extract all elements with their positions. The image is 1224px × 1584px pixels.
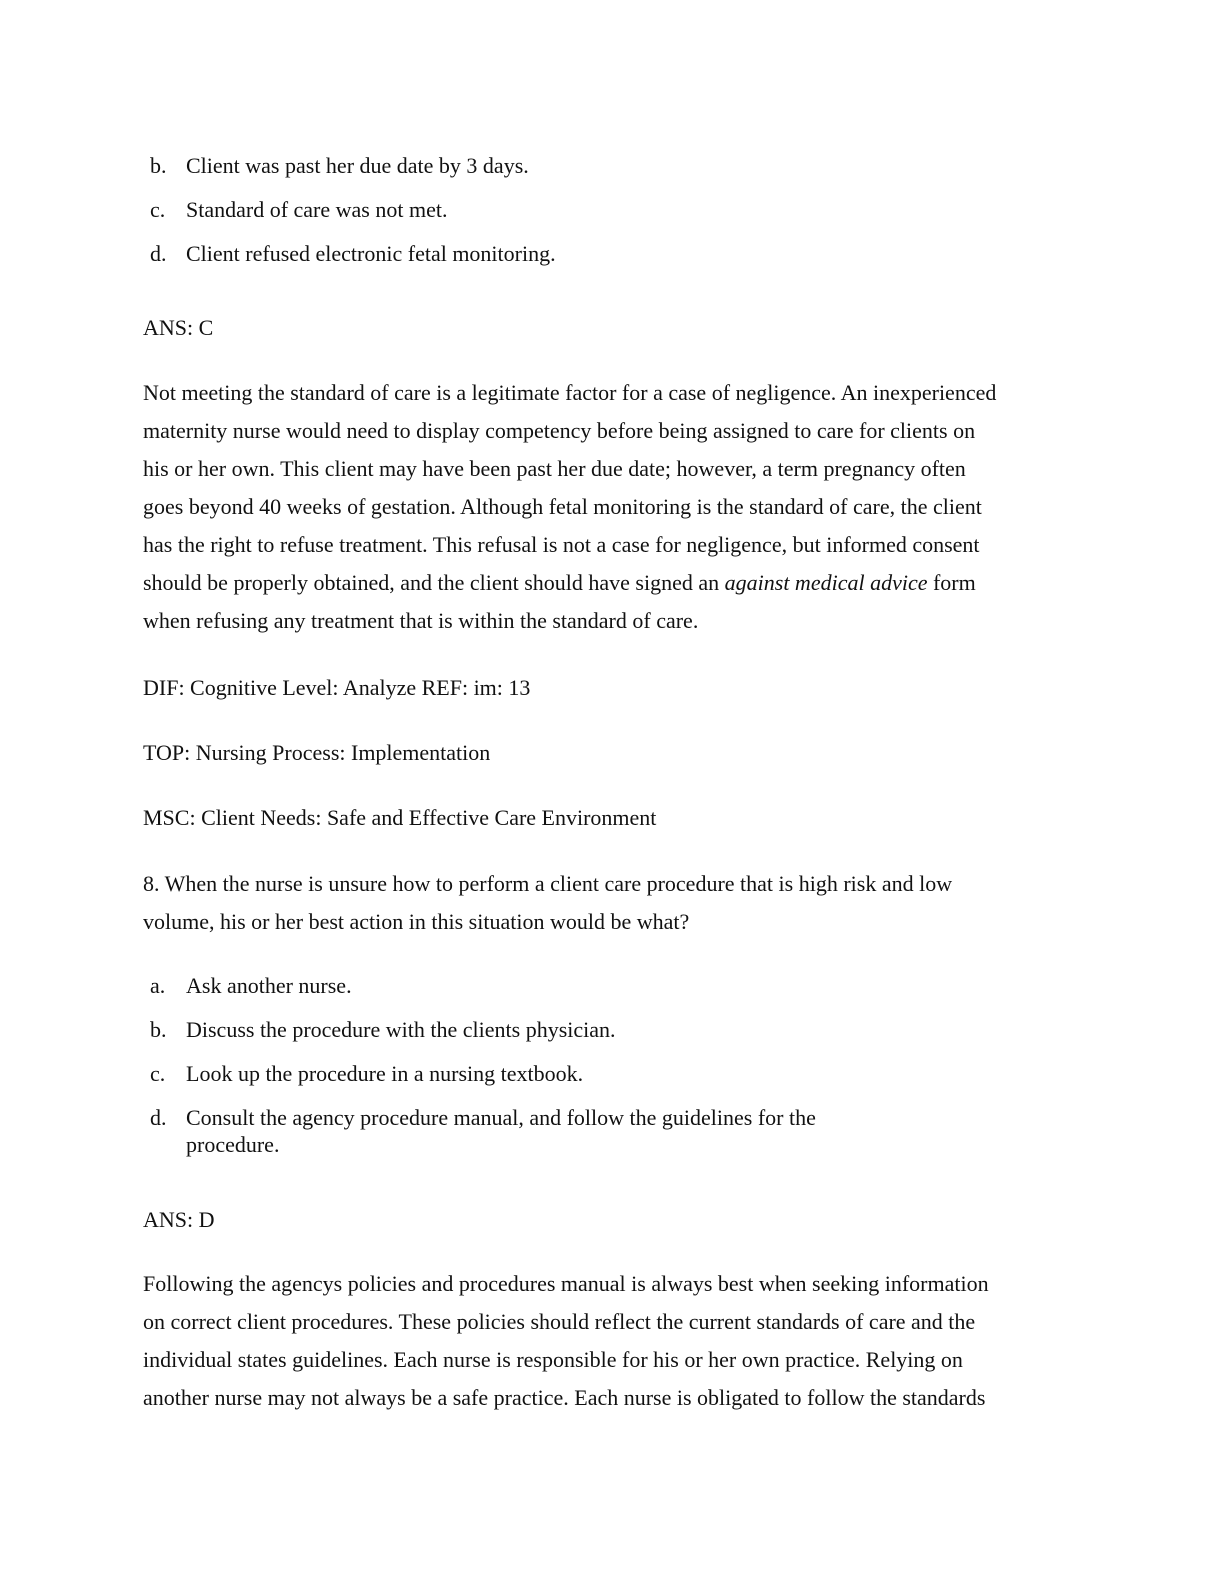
option-b [150, 152, 910, 179]
rationale-italic-term: against medical advice [724, 570, 928, 595]
rationale-line: maternity nurse would need to display competency before being assigned to care for clients on [143, 418, 976, 443]
rationale-q7 [143, 374, 1073, 640]
rationale-line: Following the agencys policies and procedures manual is always best when seeking information [143, 1271, 989, 1296]
answer-q8: ANS: D [143, 1207, 215, 1232]
answer-q7: ANS: C [143, 315, 214, 340]
rationale-text: form [927, 570, 976, 595]
rationale-line: another nurse may not always be a safe practice. Each nurse is obligated to follow the standards [143, 1385, 986, 1410]
rationale-line: Not meeting the standard of care is a legitimate factor for a case of negligence. An inexperienced [143, 380, 997, 405]
rationale-line [143, 564, 1073, 602]
client-needs: MSC: Client Needs: Safe and Effective Care Environment [143, 805, 657, 830]
rationale-line: individual states guidelines. Each nurse is responsible for his or her own practice. Relying on [143, 1347, 963, 1372]
option-text: Look up the procedure in a nursing textbook. [186, 1061, 584, 1086]
option-letter: d. [150, 241, 167, 266]
option-letter: b. [150, 153, 167, 178]
stem-line: 8. When the nurse is unsure how to perform a client care procedure that is high risk and low [143, 871, 953, 896]
option-d [150, 1104, 870, 1158]
option-text: Discuss the procedure with the clients physician. [186, 1017, 616, 1042]
option-c [150, 1060, 910, 1087]
option-c [150, 196, 910, 223]
option-d [150, 240, 910, 267]
rationale-line: on correct client procedures. These policies should reflect the current standards of care and the [143, 1309, 976, 1334]
option-letter: a. [150, 973, 166, 998]
topic: TOP: Nursing Process: Implementation [143, 740, 491, 765]
option-letter: d. [150, 1105, 167, 1130]
difficulty-ref: DIF: Cognitive Level: Analyze REF: im: 13 [143, 675, 531, 700]
question-8-stem [143, 865, 1073, 941]
option-a [150, 972, 910, 999]
rationale-line: his or her own. This client may have been past her due date; however, a term pregnancy often [143, 456, 966, 481]
rationale-line: has the right to refuse treatment. This refusal is not a case for negligence, but informed consent [143, 532, 980, 557]
option-text: Standard of care was not met. [186, 197, 448, 222]
option-letter: c. [150, 1061, 166, 1086]
option-text: Client refused electronic fetal monitoring. [186, 241, 556, 266]
option-text: Ask another nurse. [186, 973, 352, 998]
rationale-line: when refusing any treatment that is within the standard of care. [143, 608, 699, 633]
option-letter: c. [150, 197, 166, 222]
option-b [150, 1016, 910, 1043]
option-text: Client was past her due date by 3 days. [186, 153, 529, 178]
option-text: Consult the agency procedure manual, and follow the guidelines for the procedure. [186, 1105, 816, 1157]
stem-line: volume, his or her best action in this situation would be what? [143, 909, 690, 934]
rationale-line: goes beyond 40 weeks of gestation. Although fetal monitoring is the standard of care, the client [143, 494, 982, 519]
rationale-q8 [143, 1265, 1073, 1417]
option-letter: b. [150, 1017, 167, 1042]
rationale-text: should be properly obtained, and the client should have signed an [143, 570, 725, 595]
